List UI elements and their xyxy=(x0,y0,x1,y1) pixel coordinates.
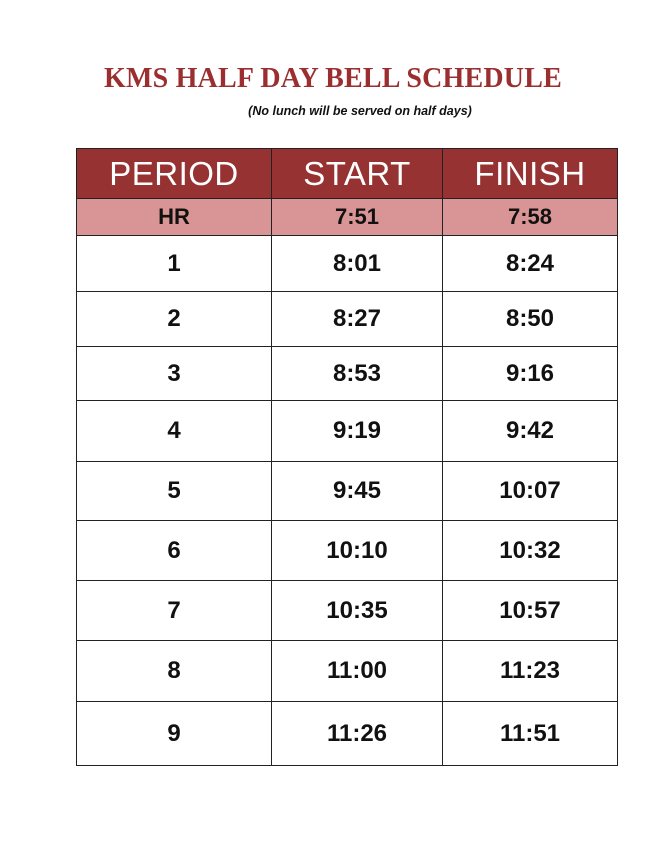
cell-period: 4 xyxy=(77,401,272,462)
cell-start: 10:10 xyxy=(272,521,443,581)
table-row xyxy=(77,347,618,401)
cell-finish: 9:42 xyxy=(443,401,618,462)
cell-finish: 10:32 xyxy=(443,521,618,581)
cell-finish: 7:58 xyxy=(443,199,618,236)
page-subtitle: (No lunch will be served on half days) xyxy=(248,104,472,118)
cell-start: 7:51 xyxy=(272,199,443,236)
cell-start: 8:01 xyxy=(272,236,443,292)
cell-period: 5 xyxy=(77,462,272,521)
table-header-row xyxy=(77,149,618,199)
cell-finish: 8:50 xyxy=(443,292,618,347)
cell-finish: 11:51 xyxy=(443,702,618,766)
page-title: KMS HALF DAY BELL SCHEDULE xyxy=(104,63,562,94)
table-row xyxy=(77,521,618,581)
table-row xyxy=(77,641,618,702)
cell-period: 8 xyxy=(77,641,272,702)
header-period: PERIOD xyxy=(77,149,272,199)
table-row-homeroom xyxy=(77,199,618,236)
header-start: START xyxy=(272,149,443,199)
cell-start: 11:00 xyxy=(272,641,443,702)
cell-period: 7 xyxy=(77,581,272,641)
cell-period: HR xyxy=(77,199,272,236)
table-row xyxy=(77,462,618,521)
table-row xyxy=(77,236,618,292)
cell-start: 8:27 xyxy=(272,292,443,347)
cell-period: 1 xyxy=(77,236,272,292)
cell-period: 3 xyxy=(77,347,272,401)
cell-period: 9 xyxy=(77,702,272,766)
table-row xyxy=(77,702,618,766)
cell-finish: 8:24 xyxy=(443,236,618,292)
cell-finish: 10:57 xyxy=(443,581,618,641)
cell-finish: 11:23 xyxy=(443,641,618,702)
table-row xyxy=(77,401,618,462)
cell-start: 9:45 xyxy=(272,462,443,521)
cell-start: 9:19 xyxy=(272,401,443,462)
bell-schedule-table xyxy=(76,148,618,766)
cell-start: 8:53 xyxy=(272,347,443,401)
cell-start: 11:26 xyxy=(272,702,443,766)
table-row xyxy=(77,581,618,641)
header-finish: FINISH xyxy=(443,149,618,199)
table-row xyxy=(77,292,618,347)
cell-finish: 10:07 xyxy=(443,462,618,521)
cell-period: 6 xyxy=(77,521,272,581)
cell-period: 2 xyxy=(77,292,272,347)
cell-start: 10:35 xyxy=(272,581,443,641)
cell-finish: 9:16 xyxy=(443,347,618,401)
